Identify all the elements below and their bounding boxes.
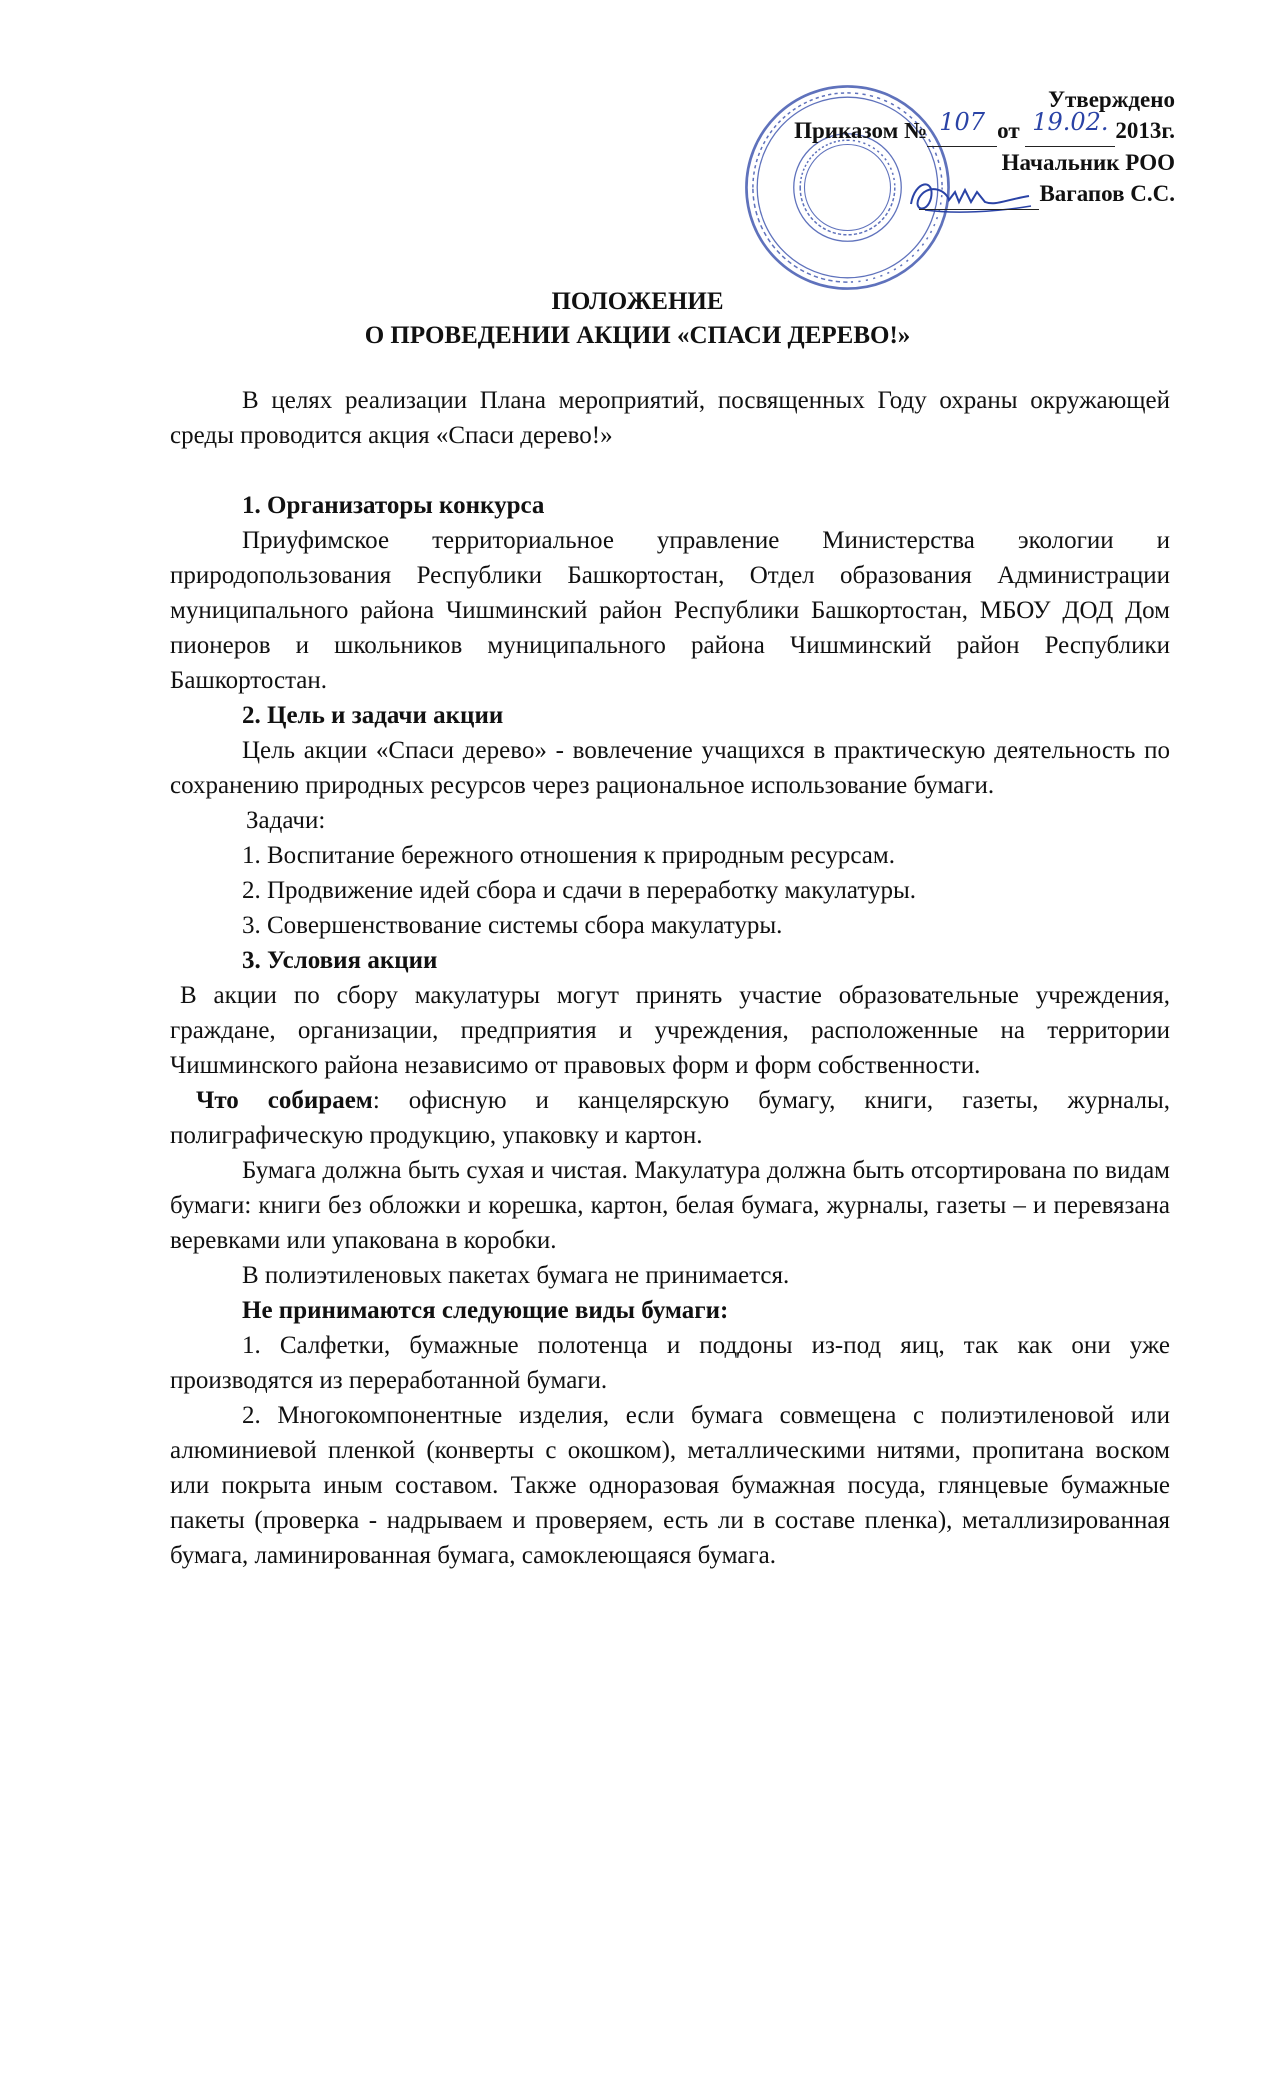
- head-name: Вагапов С.С.: [1039, 181, 1175, 206]
- intro-paragraph: В целях реализации Плана мероприятий, посвященных Году охраны окружающей среды проводится акция «Спаси дерево!»: [170, 387, 1170, 449]
- approved-label: Утверждено: [1048, 87, 1175, 112]
- task-item: 3. Совершенствование системы сбора макулатуры.: [242, 912, 783, 939]
- document-body: [170, 383, 1170, 1573]
- collect-label: Что собираем: [196, 1087, 373, 1114]
- position-label: Начальник РОО: [1001, 150, 1175, 175]
- order-date: 19.02.: [1032, 108, 1109, 136]
- title-line-2: О ПРОВЕДЕНИИ АКЦИИ «СПАСИ ДЕРЕВО!»: [364, 322, 911, 349]
- title-line-1: ПОЛОЖЕНИЕ: [551, 288, 724, 315]
- tasks-label: Задачи:: [246, 807, 326, 834]
- document-title: [0, 285, 1275, 353]
- not-accepted-item-1: 1. Салфетки, бумажные полотенца и поддоны из-под яиц, так как они уже производятся из переработанной бумаги.: [170, 1332, 1170, 1394]
- order-number: 107: [939, 108, 986, 136]
- section-1-heading: 1. Организаторы конкурса: [242, 492, 545, 519]
- order-year: 2013г.: [1115, 118, 1175, 143]
- not-accepted-text: Не принимаются следующие виды бумаги:: [242, 1297, 729, 1324]
- not-accepted-label: [170, 1293, 1170, 1328]
- section-3-collect: [170, 1083, 1170, 1153]
- section-2-heading: 2. Цель и задачи акции: [242, 702, 504, 729]
- section-3-paragraph-1: В акции по сбору макулатуры могут принять участие образовательные учреждения, граждане, организации, предприятия и учреждения, расположенные на территории Чишминского района независимо от правовых форм и форм собственности.: [170, 982, 1170, 1079]
- order-from: от: [997, 118, 1020, 143]
- task-item: 1. Воспитание бережного отношения к природным ресурсам.: [242, 842, 895, 869]
- signature-line: [919, 178, 1039, 210]
- approval-block: [794, 84, 1175, 210]
- section-2-text: Цель акции «Спаси дерево» - вовлечение учащихся в практическую деятельность по сохранению природных ресурсов через рациональное использование бумаги.: [170, 737, 1170, 799]
- order-line: [794, 108, 1175, 147]
- not-accepted-item-2: 2. Многокомпонентные изделия, если бумага совмещена с полиэтиленовой или алюминиевой пленкой (конверты с окошком), металлическими нитями, пропитана воском или покрыта иным составом. Также одноразовая бумажная посуда, глянцевые бумажные пакеты (проверка - надрываем и проверяем, есть ли в составе пленка), металлизированная бумага, ламинированная бумага, самоклеющаяся бумага.: [170, 1402, 1170, 1569]
- collect-text: : офисную и канцелярскую бумагу, книги, газеты, журналы, полиграфическую продукцию, упаковку и картон.: [170, 1087, 1170, 1149]
- head-name-line: [794, 178, 1175, 210]
- section-3-paragraph-3: Бумага должна быть сухая и чистая. Макулатура должна быть отсортирована по видам бумаги: книги без обложки и корешка, картон, белая бумага, журналы, газеты – и перевязана веревками или упакована в коробки.: [170, 1157, 1170, 1254]
- order-prefix: Приказом №: [794, 118, 928, 143]
- section-3-heading: 3. Условия акции: [242, 947, 438, 974]
- order-date-field: [1025, 108, 1115, 147]
- task-item: 2. Продвижение идей сбора и сдачи в переработку макулатуры.: [242, 877, 916, 904]
- section-1-text: Приуфимское территориальное управление Министерства экологии и природопользования Республики Башкортостан, Отдел образования Администрации муниципального района Чишминский район Республики Башкортостан, МБОУ ДОД Дом пионеров и школьников муниципального района Чишминский район Республики Башкортостан.: [170, 527, 1170, 694]
- section-3-paragraph-4: В полиэтиленовых пакетах бумага не принимается.: [242, 1262, 790, 1289]
- order-number-field: [927, 108, 997, 147]
